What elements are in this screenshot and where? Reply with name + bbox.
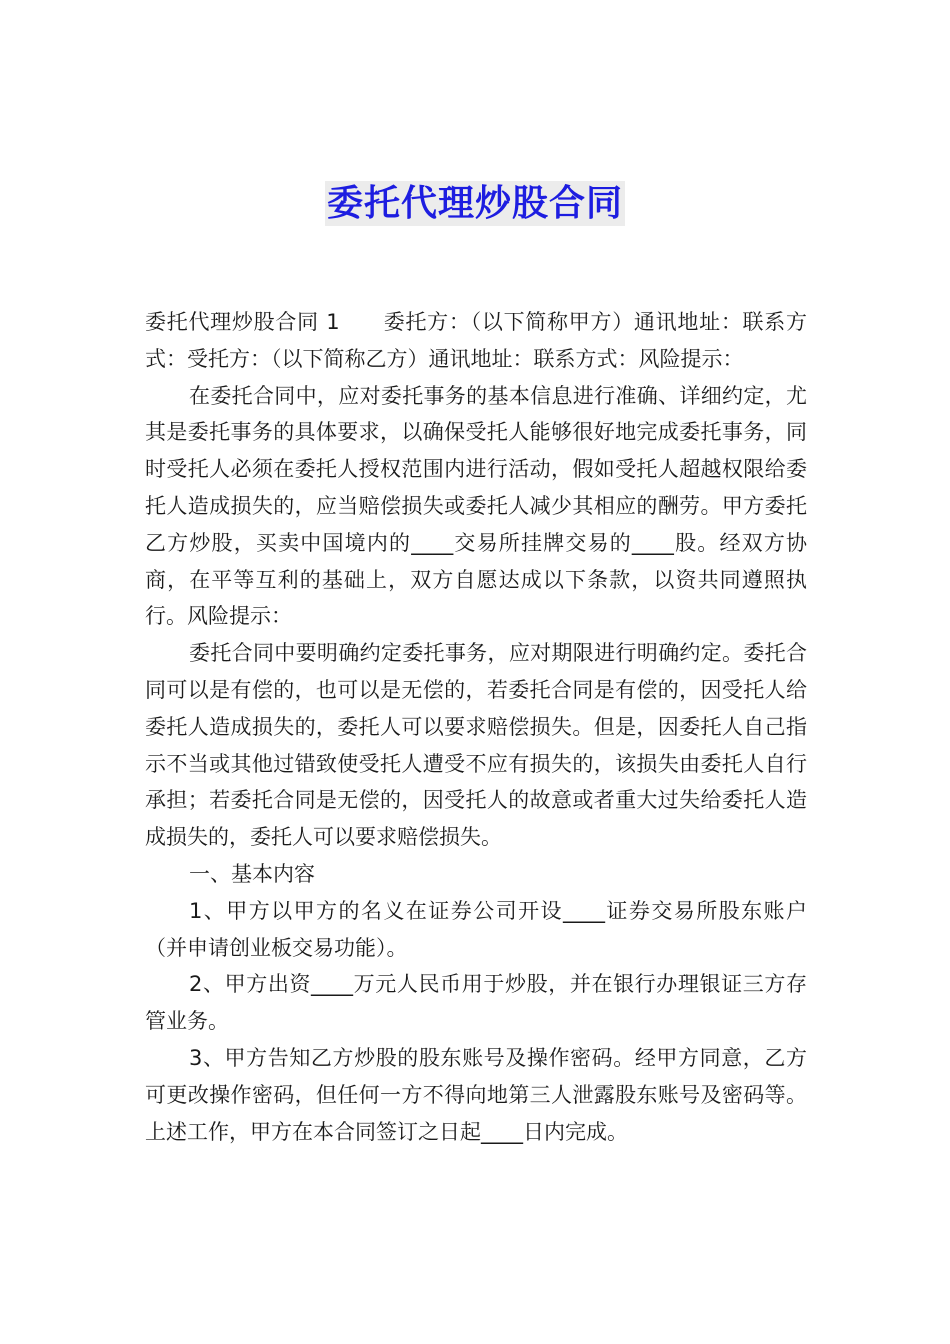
document-body	[145, 304, 807, 1150]
section-heading-basic-content: 一、基本内容	[189, 861, 315, 886]
clause-1: 1、甲方以甲方的名义在证券公司开设____证券交易所股东账户（并申请创业板交易功能）。	[145, 898, 807, 960]
document-title-text: 委托代理炒股合同	[326, 183, 623, 224]
paragraph-parties: 委托代理炒股合同 1 委托方：（以下简称甲方）通讯地址：联系方式：受托方：（以下简称乙方）通讯地址：联系方式：风险提示：	[145, 310, 807, 371]
paragraph-risk-notice-1: 在委托合同中，应对委托事务的基本信息进行准确、详细约定，尤其是委托事务的具体要求，以确保受托人能够很好地完成委托事务，同时受托人必须在委托人授权范围内进行活动，假如受托人超越权限给委托人造成损失的，应当赔偿损失或委托人减少其相应的酬劳。甲方委托乙方炒股，买卖中国境内的____交易所挂牌交易的____股。经双方协商，在平等互利的基础上，双方自愿达成以下条款，以资共同遵照执行。风险提示：	[145, 383, 807, 629]
document-title	[0, 175, 950, 226]
clause-3: 3、甲方告知乙方炒股的股东账号及操作密码。经甲方同意，乙方可更改操作密码，但任何一方不得向地第三人泄露股东账号及密码等。上述工作，甲方在本合同签订之日起____日内完成。	[145, 1045, 807, 1144]
clause-2: 2、甲方出资____万元人民币用于炒股，并在银行办理银证三方存管业务。	[145, 972, 807, 1034]
paragraph-risk-notice-2: 委托合同中要明确约定委托事务，应对期限进行明确约定。委托合同可以是有偿的，也可以是无偿的，若委托合同是有偿的，因受托人给委托人造成损失的，委托人可以要求赔偿损失。但是，因委托人自己指示不当或其他过错致使受托人遭受不应有损失的，该损失由委托人自行承担；若委托合同是无偿的，因受托人的故意或者重大过失给委托人造成损失的，委托人可以要求赔偿损失。	[145, 641, 807, 850]
